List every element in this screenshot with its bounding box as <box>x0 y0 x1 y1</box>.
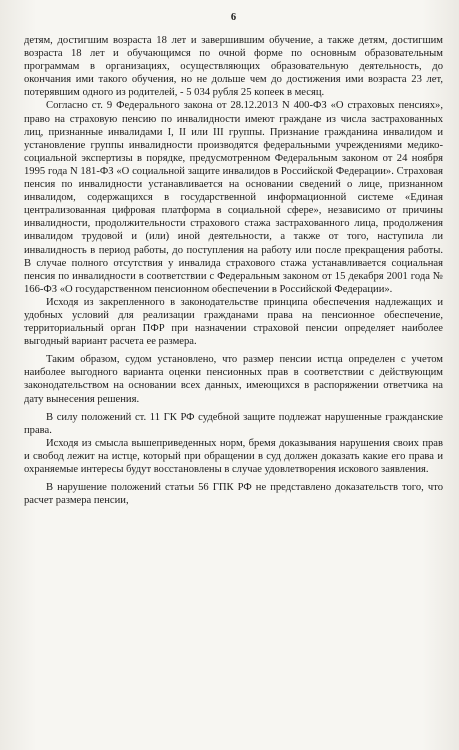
paragraph-children-pension: детям, достигшим возраста 18 лет и завершившим обучение, а также детям, достигшим возраста 18 лет и обучающимся по очной форме по основным образовательным программам в организациях, осуществляющих образовательную деятельность, до окончания ими такого обучения, но не дольше чем до достижения ими возраста 23 лет, потерявшим одного из родителей, - 5 034 рубля 25 копеек в месяц. <box>24 35 443 99</box>
paragraph-civil-code: В силу положений ст. 11 ГК РФ судебной защите подлежат нарушенные гражданские права. <box>24 411 443 436</box>
paragraph-evidence: В нарушение положений статьи 56 ГПК РФ не представлено доказательств того, что расчет размера пенсии, <box>24 482 443 507</box>
paragraph-favorable-calculation: Исходя из закрепленного в законодательстве принципа обеспечения надлежащих и удобных условий для реализации гражданами права на пенсионное обеспечение, территориальный орган ПФР при назначении страховой пенсии определяет наиболее выгодный вариант расчета ее размера. <box>24 296 443 348</box>
page-number: 6 <box>230 12 237 23</box>
paragraph-court-finding: Таким образом, судом установлено, что размер пенсии истца определен с учетом наиболее выгодного варианта оценки пенсионных прав в соответствии с действующим законодательством на основании всех данных, имеющихся в распоряжении ответчика на дату вынесения решения. <box>24 354 443 405</box>
paragraph-disability-law: Согласно ст. 9 Федерального закона от 28.12.2013 N 400-ФЗ «О страховых пенсиях», право на страховую пенсию по инвалидности имеют граждане из числа застрахованных лиц, признанные инвалидами I, II или III группы. Признание гражданина инвалидом и установление группы инвалидности производятся федеральными учреждениями медико-социальной экспертизы в порядке, предусмотренном Федеральным законом от 24 ноября 1995 года N 181-ФЗ «О социальной защите инвалидов в Российской Федерации». Страховая пенсия по инвалидности устанавливается на основании сведений о лице, признанном инвалидом, содержащихся в государственной информационной системе «Единая централизованная цифровая платформа в социальной сфере», независимо от причины инвалидности, продолжительности страхового стажа застрахованного лица, продолжения инвалидом трудовой и (или) иной деятельности, а также от того, наступила ли инвалидность в период работы, до поступления на работу или после прекращения работы. В случае полного отсутствия у инвалида страхового стажа устанавливается социальная пенсия по инвалидности в соответствии с Федеральным законом от 15 декабря 2001 года № 166-ФЗ «О государственном пенсионном обеспечении в Российской Федерации». <box>24 100 443 295</box>
paragraph-burden-of-proof: Исходя из смысла вышеприведенных норм, бремя доказывания нарушения своих прав и свобод лежит на истце, который при обращении в суд должен доказать какие его права и охраняемые интересы будут восстановлены в случае удовлетворения искового заявления. <box>24 437 443 475</box>
